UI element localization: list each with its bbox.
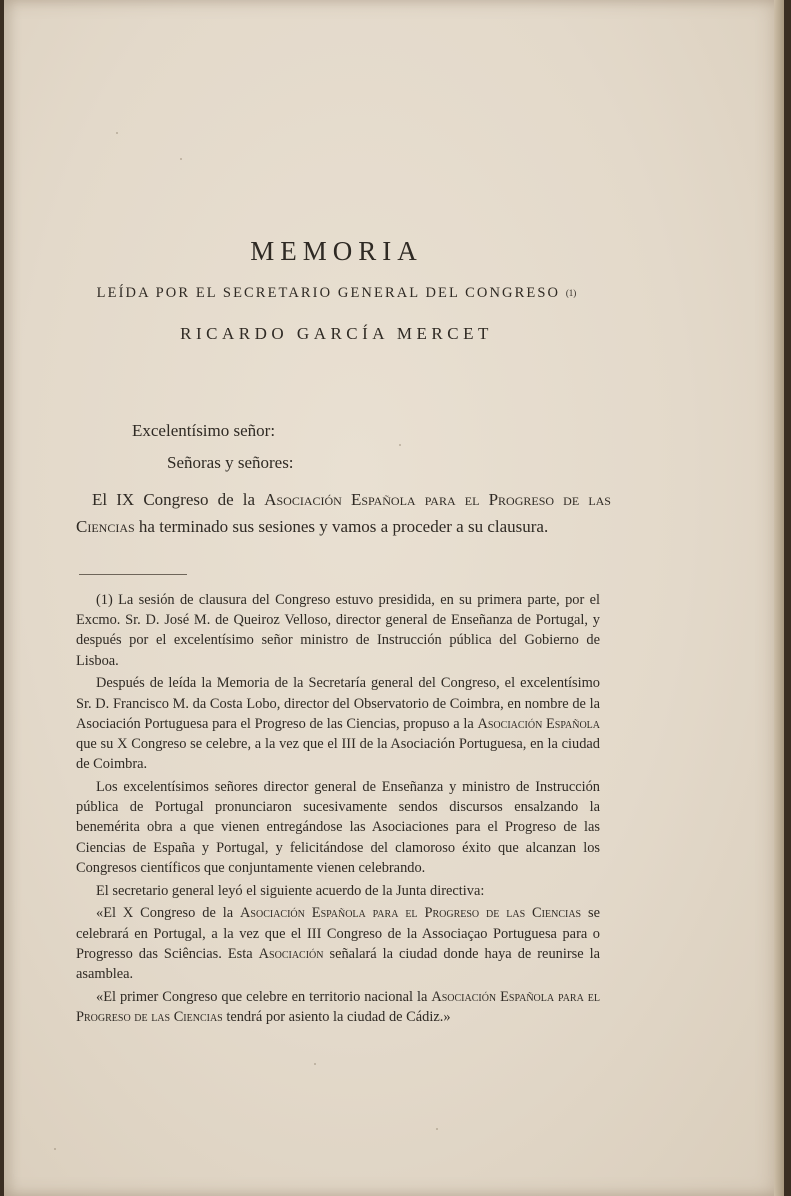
paper-speck [436,1128,438,1130]
document-title: MEMORIA [250,236,423,266]
salutation-primary: Excelentísimo señor: [132,421,276,440]
paper-speck [180,158,182,160]
footnote-section [76,590,600,1030]
footnote-paragraph: Los excelentísimos señores director general de Enseñanza y ministro de Instrucción pública de Portugal pronunciaron sucesivamente sendos discursos ensalzando la benemérita obra a que vienen entregándose las Asociaciones para el Progreso de las Ciencias de España y Portugal, y felicitándose del clamoroso éxito que alcanzan los Congresos científicos que conjuntamente vienen celebrando. [76,779,600,876]
footnote-text: se celebrará en Portugal, a la vez que el III Congreso de la Associaçao Portuguesa para o Progresso das Sciências. Esta [76,905,600,962]
footnote-paragraph [76,987,600,1027]
page-edge [774,0,784,1196]
paper-speck [116,132,118,134]
footnote-paragraph [76,673,600,774]
association-name: Asociación [258,945,324,962]
paper-speck [54,1148,56,1150]
body-text: El IX Congreso de la [92,490,265,509]
salutation-secondary: Señoras y señores: [167,453,294,472]
footnote-reference: (1) [565,288,577,298]
association-name: Asociación Española para el Progreso de las Ciencias [240,905,582,922]
association-name: Asociación Española para el Progreso de las Ciencias [76,490,611,536]
association-name: Asociación Española para el Progreso de las Ciencias [76,988,600,1026]
footnote-text: Después de leída la Memoria de la Secretaría general del Congreso, el excelentísimo Sr. D. Francisco M. da Costa Lobo, director del Observatorio de Coimbra, en nombre de la Asociación Portuguesa para el Progreso de las Ciencias, propuso a la [76,675,600,732]
subtitle-text: LEÍDA POR EL SECRETARIO GENERAL DEL CONGRESO [96,285,561,301]
footnote-text: que su X Congreso se celebre, a la vez que el III de la Asociación Portuguesa, en la ciudad de Coimbra. [76,736,600,773]
body-paragraph [76,487,611,540]
footnote-text: «El X Congreso de la [96,905,241,922]
document-subtitle [4,285,669,302]
paper-speck [314,1063,316,1065]
footnote-text: señalará la ciudad donde haya de reunirse la asamblea. [76,945,600,983]
footnote-paragraph [76,903,600,984]
footnote-paragraph: (1) La sesión de clausura del Congreso estuvo presidida, en su primera parte, por el Excmo. Sr. D. José M. de Queiroz Velloso, director general de Enseñanza de Portugal, y después por el excelentísimo señor ministro de Instrucción pública del Gobierno de Lisboa. [76,592,600,669]
body-text: ha terminado sus sesiones y vamos a proceder a su clausura. [134,516,549,536]
footnote-text: tendrá por asiento la ciudad de Cádiz.» [222,1009,451,1026]
paper-speck [399,444,401,446]
document-page [4,0,784,1196]
author-name: RICARDO GARCÍA MERCET [180,324,493,343]
association-name: Asociación Española [477,715,600,732]
footnote-divider [79,574,187,575]
footnote-paragraph: El secretario general leyó el siguiente acuerdo de la Junta directiva: [96,882,485,899]
footnote-text: «El primer Congreso que celebre en territorio nacional la [96,988,432,1005]
